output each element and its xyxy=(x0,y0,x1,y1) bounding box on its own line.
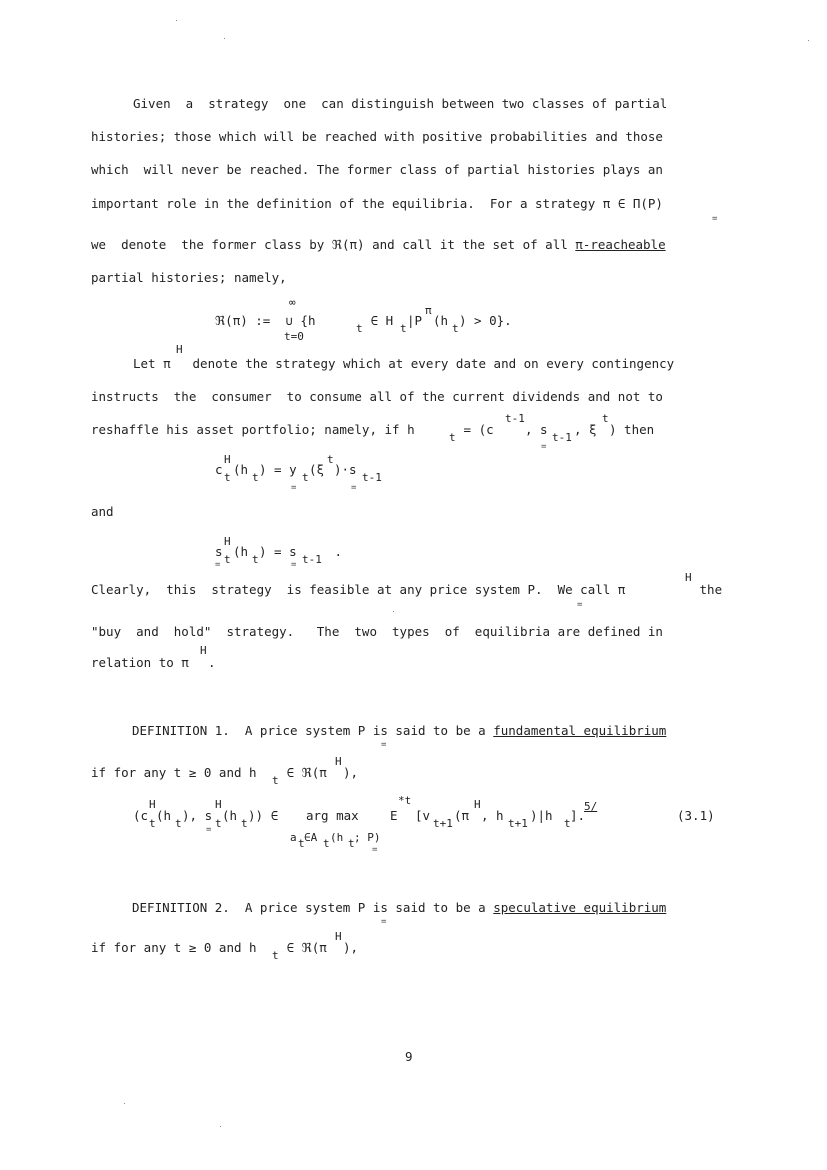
connector-word: and xyxy=(91,504,114,519)
portfolio-equation: s xyxy=(215,544,223,559)
page-number: 9 xyxy=(405,1049,413,1064)
argmax-constraint-part: ∈A xyxy=(304,831,318,844)
subscript: t+1 xyxy=(433,817,453,830)
scan-speck xyxy=(808,40,809,41)
definition-1-line-part: ∈ ℜ(π xyxy=(279,765,327,780)
subscript: t xyxy=(564,817,571,830)
paragraph-line: reshaffle his asset portfolio; namely, if h xyxy=(91,422,415,437)
paragraph-line-part: , s xyxy=(525,422,548,437)
underline-mark: = xyxy=(541,442,547,452)
definition-2-line-part: ), xyxy=(343,940,359,955)
paragraph-line-part: ) then xyxy=(609,422,655,437)
superscript: t-1 xyxy=(505,412,525,425)
expectation-operator: E xyxy=(390,808,398,823)
term-speculative-equilibrium: speculative equilibrium xyxy=(493,900,667,915)
superscript: H xyxy=(335,930,342,943)
argmax-constraint-part: ; P) xyxy=(354,831,381,844)
expectation-part: [v xyxy=(415,808,431,823)
subscript: t+1 xyxy=(508,817,528,830)
consumption-equation-part: ) = y xyxy=(259,462,297,477)
subscript: t xyxy=(215,817,222,830)
paragraph-line: Clearly, this strategy is feasible at any price system P. We call π xyxy=(91,582,626,597)
underline-mark: = xyxy=(577,600,583,610)
subscript: t xyxy=(252,471,259,484)
underline-mark: = xyxy=(372,845,378,855)
scan-speck xyxy=(220,1126,221,1127)
underline-mark: = xyxy=(215,560,221,570)
subscript: t-1 xyxy=(552,431,572,444)
paragraph-line: instructs the consumer to consume all of the current dividends and not to xyxy=(91,389,663,404)
equation-3-1: (c xyxy=(133,808,149,823)
portfolio-equation-part: (h xyxy=(233,544,249,559)
paragraph-line: we denote the former class by ℜ(π) and call it the set of all π-reacheable xyxy=(91,237,666,252)
paragraph-line: relation to π xyxy=(91,655,189,670)
consumption-equation: c xyxy=(215,462,223,477)
argmax-constraint: a xyxy=(290,831,297,844)
definition-2-heading: DEFINITION 2. A price system P is said to be a speculative equilibrium xyxy=(132,900,667,915)
equation-3-1-part: (h xyxy=(222,808,238,823)
equation-3-1-part: )) ∈ xyxy=(248,808,279,823)
paragraph-line-part: . xyxy=(208,655,216,670)
consumption-equation-part: )·s xyxy=(334,462,357,477)
expectation-part: ]. xyxy=(570,808,586,823)
subscript: t xyxy=(323,837,330,850)
underline-mark: = xyxy=(381,917,387,927)
portfolio-equation-part: ) = s xyxy=(259,544,297,559)
reach-equation-part: ) > 0}. xyxy=(459,313,512,328)
superscript: t xyxy=(602,412,609,425)
expectation-part: (π xyxy=(454,808,470,823)
subscript: t xyxy=(149,817,156,830)
equation-3-1-part: ), s xyxy=(182,808,213,823)
scan-speck xyxy=(224,38,225,39)
definition-2-line: if for any t ≥ 0 and h xyxy=(91,940,257,955)
expectation-part: , h xyxy=(481,808,504,823)
paragraph-line-part: the xyxy=(692,582,723,597)
definition-2-line-part: ∈ ℜ(π xyxy=(279,940,327,955)
subscript: t-1 xyxy=(302,553,322,566)
definition-1-line-part: ), xyxy=(343,765,359,780)
superscript: H xyxy=(200,644,207,657)
paragraph-line: partial histories; namely, xyxy=(91,270,287,285)
reach-equation: ℜ(π) := ∪ {h xyxy=(215,313,316,328)
paragraph-line: "buy and hold" strategy. The two types of equilibria are defined in xyxy=(91,624,663,639)
subscript: t xyxy=(452,322,459,335)
argmax-constraint-part: (h xyxy=(330,831,344,844)
equation-number: (3.1) xyxy=(677,808,715,823)
superscript: π xyxy=(425,304,432,317)
reach-equation-part: |P xyxy=(407,313,423,328)
union-lower-limit: t=0 xyxy=(284,330,304,343)
subscript: t xyxy=(302,471,309,484)
scan-speck xyxy=(393,611,394,612)
definition-1-heading: DEFINITION 1. A price system P is said to be a fundamental equilibrium xyxy=(132,723,667,738)
footnote-marker: 5/ xyxy=(584,800,598,813)
paragraph-line: histories; those which will be reached with positive probabilities and those xyxy=(91,129,663,144)
superscript: H xyxy=(224,453,231,466)
subscript: t xyxy=(224,471,231,484)
superscript: *t xyxy=(398,794,412,807)
argmax-operator: arg max xyxy=(306,808,359,823)
reach-equation-part: (h xyxy=(433,313,449,328)
union-upper-limit: ∞ xyxy=(289,296,296,309)
underline-mark: = xyxy=(206,825,212,835)
paragraph-line: important role in the definition of the equilibria. For a strategy π ∈ Π(P) xyxy=(91,196,663,211)
consumption-equation-part: (ξ xyxy=(309,462,325,477)
expectation-part: )|h xyxy=(530,808,553,823)
subscript: t xyxy=(298,837,305,850)
subscript: t-1 xyxy=(362,471,382,484)
subscript: t xyxy=(272,774,279,787)
paragraph-line: Given a strategy one can distinguish between two classes of partial xyxy=(133,96,668,111)
subscript: t xyxy=(449,431,456,444)
underline-mark: = xyxy=(291,560,297,570)
consumption-equation-part: (h xyxy=(233,462,249,477)
subscript: t xyxy=(356,322,363,335)
paragraph-line: which will never be reached. The former class of partial histories plays an xyxy=(91,162,663,177)
scan-speck xyxy=(176,20,177,21)
equation-3-1-part: (h xyxy=(156,808,172,823)
superscript: H xyxy=(685,571,692,584)
subscript: t xyxy=(252,553,259,566)
underline-mark: = xyxy=(291,483,297,493)
superscript: H xyxy=(149,798,156,811)
reach-equation-part: ∈ H xyxy=(363,313,394,328)
underline-mark: = xyxy=(381,740,387,750)
paragraph-line: denote the strategy which at every date and on every contingency xyxy=(185,356,675,371)
paragraph-line: Let π xyxy=(133,356,171,371)
superscript: H xyxy=(176,343,183,356)
superscript: H xyxy=(224,535,231,548)
term-reacheable: π-reacheable xyxy=(575,237,666,252)
superscript: t xyxy=(327,453,334,466)
subscript: t xyxy=(175,817,182,830)
subscript: t xyxy=(224,553,231,566)
subscript: t xyxy=(400,322,407,335)
definition-1-line: if for any t ≥ 0 and h xyxy=(91,765,257,780)
superscript: H xyxy=(335,755,342,768)
subscript: t xyxy=(348,837,355,850)
subscript: t xyxy=(241,817,248,830)
term-fundamental-equilibrium: fundamental equilibrium xyxy=(493,723,667,738)
subscript: t xyxy=(272,949,279,962)
paragraph-line-part: = (c xyxy=(456,422,494,437)
underline-mark: = xyxy=(712,214,718,224)
paragraph-line-part: , ξ xyxy=(574,422,597,437)
portfolio-equation-part: . xyxy=(327,544,343,559)
underline-mark: = xyxy=(351,483,357,493)
scan-speck xyxy=(124,1103,125,1104)
superscript: H xyxy=(474,798,481,811)
superscript: H xyxy=(215,798,222,811)
